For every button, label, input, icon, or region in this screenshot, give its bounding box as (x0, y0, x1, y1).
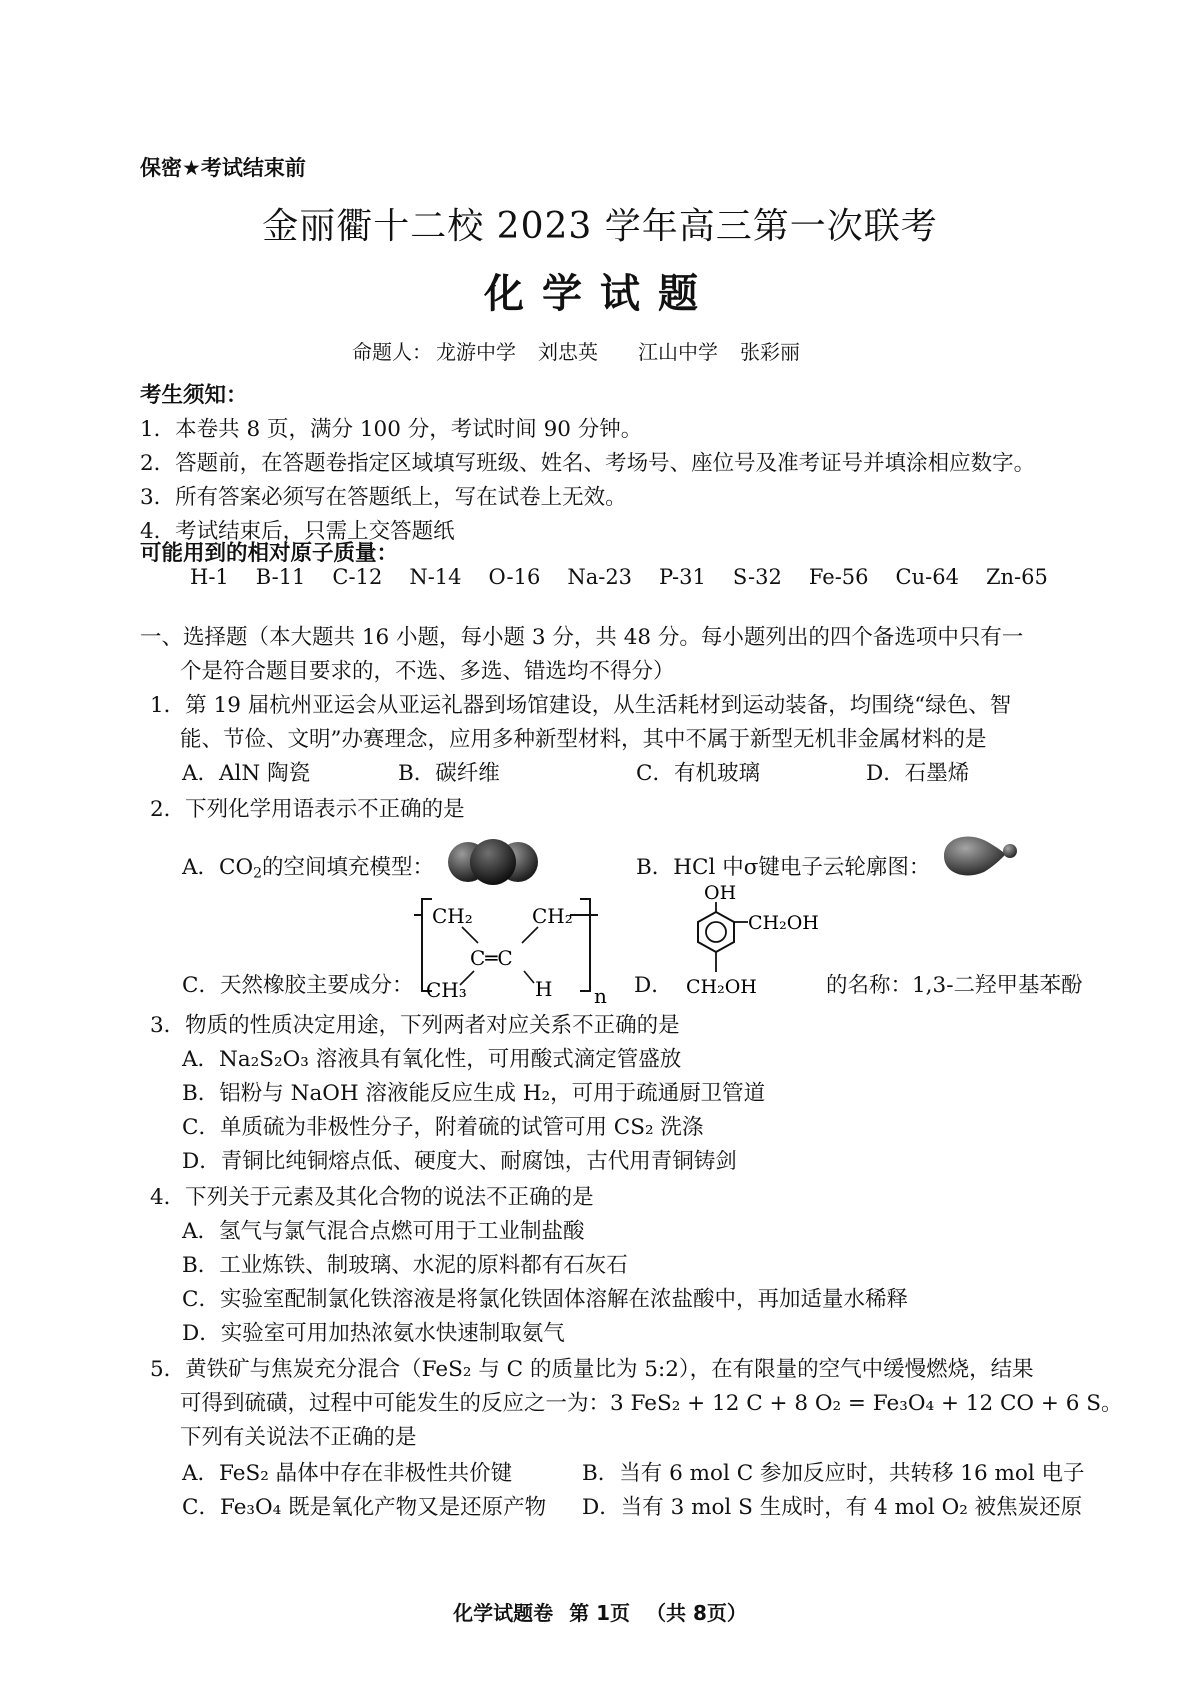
q4-option-d: D．实验室可用加热浓氨水快速制取氨气 (182, 1321, 565, 1346)
atomic-mass: Na-23 (567, 565, 633, 589)
q1-option-b: B．碳纤维 (398, 761, 500, 786)
q3-option-a: A．Na₂S₂O₃ 溶液具有氧化性，可用酸式滴定管盛放 (182, 1047, 682, 1072)
atomic-mass-heading: 可能用到的相对原子质量： (140, 541, 399, 566)
co2-space-filling-model (448, 836, 538, 888)
q2-option-a (182, 850, 434, 881)
atomic-mass: O-16 (488, 565, 541, 589)
rubber-n: n (594, 984, 607, 1008)
q2-option-a-pre: A．CO (182, 855, 254, 880)
q5-option-c: C．Fe₃O₄ 既是氧化产物又是还原产物 (182, 1495, 547, 1520)
q2-option-c: C．天然橡胶主要成分： (182, 973, 414, 998)
exam-title: 金丽衢十二校 2023 学年高三第一次联考 (262, 206, 938, 247)
q5-option-d: D．当有 3 mol S 生成时，有 4 mol O₂ 被焦炭还原 (582, 1495, 1083, 1520)
q2-option-a-sub: 2 (253, 865, 262, 882)
author-name-2: 张彩丽 (740, 340, 800, 364)
natural-rubber-structure (410, 893, 607, 1008)
footer-page-number: 第 1页 (569, 1601, 630, 1625)
instruction-1: 1．本卷共 8 页，满分 100 分，考试时间 90 分钟。 (140, 417, 643, 442)
confidential-label: 保密★考试结束前 (140, 156, 306, 180)
atomic-mass: P-31 (659, 565, 706, 589)
q1-stem-line-1: 1．第 19 届杭州亚运会从亚运礼器到场馆建设，从生活耗材到运动装备，均围绕“绿色、智 (150, 693, 1012, 718)
q4-option-c: C．实验室配制氯化铁溶液是将氯化铁固体溶解在浓盐酸中，再加适量水稀释 (182, 1287, 908, 1312)
q4-stem: 4．下列关于元素及其化合物的说法不正确的是 (150, 1185, 594, 1210)
q3-stem: 3．物质的性质决定用途，下列两者对应关系不正确的是 (150, 1013, 680, 1038)
q2-option-d-label: D． (634, 973, 673, 998)
q5-stem-line-3: 下列有关说法不正确的是 (180, 1425, 417, 1450)
q5-option-a: A．FeS₂ 晶体中存在非极性共价键 (182, 1461, 513, 1486)
q4-option-b: B．工业炼铁、制玻璃、水泥的原料都有石灰石 (182, 1253, 628, 1278)
q2-option-d-name: 的名称：1,3-二羟甲基苯酚 (826, 973, 1083, 998)
subject-title: 化学试题 (484, 271, 716, 317)
q1-option-d: D．石墨烯 (866, 761, 970, 786)
hcl-sigma-bond-orbital (940, 830, 1020, 882)
q2-option-b: B．HCl 中σ键电子云轮廓图： (636, 855, 931, 880)
atomic-mass: S-32 (732, 565, 782, 589)
rubber-ch3: CH₃ (426, 978, 467, 1002)
q3-option-d: D．青铜比纯铜熔点低、硬度大、耐腐蚀，古代用青铜铸剑 (182, 1149, 737, 1174)
q3-option-b: B．铝粉与 NaOH 溶液能反应生成 H₂，可用于疏通厨卫管道 (182, 1081, 766, 1106)
phenol-ch2oh-bottom: CH₂OH (686, 976, 757, 998)
q1-stem-line-2: 能、节俭、文明”办赛理念，应用多种新型材料，其中不属于新型无机非金属材料的是 (180, 727, 987, 752)
q5-stem-line-1: 5．黄铁矿与焦炭充分混合（FeS₂ 与 C 的质量比为 5:2），在有限量的空气中缓慢燃烧，结果 (150, 1357, 1034, 1382)
atomic-mass-list (190, 565, 1075, 589)
q2-option-a-post: 的空间填充模型： (262, 855, 435, 880)
atomic-mass: H-1 (190, 565, 229, 589)
q5-stem-line-2: 可得到硫磺，过程中可能发生的反应之一为：3 FeS₂ + 12 C + 8 O₂ = Fe₃O₄ + 12 CO + 6 S。 (180, 1391, 1123, 1416)
instruction-4: 4．考试结束后，只需上交答题纸 (140, 519, 455, 544)
atomic-mass: C-12 (332, 565, 383, 589)
hydroxymethyl-phenol-structure (676, 880, 819, 1000)
atomic-mass: Zn-65 (985, 565, 1048, 589)
q1-option-c: C．有机玻璃 (636, 761, 760, 786)
phenol-oh: OH (704, 882, 737, 904)
rubber-h: H (535, 977, 553, 1001)
atomic-mass: Fe-56 (808, 565, 869, 589)
instruction-2: 2．答题前，在答题卷指定区域填写班级、姓名、考场号、座位号及准考证号并填涂相应数字。 (140, 451, 1036, 476)
authors-line (352, 336, 822, 365)
footer-total-pages: （共 8页） (646, 1601, 747, 1625)
page-footer (0, 1597, 1200, 1626)
q3-option-c: C．单质硫为非极性分子，附着硫的试管可用 CS₂ 洗涤 (182, 1115, 704, 1140)
q1-option-a: A．AlN 陶瓷 (182, 761, 311, 786)
author-name-1: 刘忠英 (538, 340, 598, 364)
author-school-1: 龙游中学 (436, 340, 516, 364)
authors-label: 命题人： (352, 340, 432, 364)
q2-stem: 2．下列化学用语表示不正确的是 (150, 797, 465, 822)
instructions-heading: 考生须知： (140, 383, 248, 408)
q4-option-a: A．氢气与氯气混合点燃可用于工业制盐酸 (182, 1219, 585, 1244)
atomic-mass: B-11 (255, 565, 306, 589)
author-school-2: 江山中学 (638, 340, 718, 364)
q5-option-b: B．当有 6 mol C 参加反应时，共转移 16 mol 电子 (582, 1461, 1085, 1486)
rubber-ch2-right: CH₂ (532, 904, 573, 928)
rubber-double-bond: C═C (470, 946, 513, 970)
footer-title: 化学试题卷 (453, 1601, 554, 1625)
atomic-mass: N-14 (409, 565, 462, 589)
instruction-3: 3．所有答案必须写在答题纸上，写在试卷上无效。 (140, 485, 627, 510)
section-heading-line-2: 个是符合题目要求的，不选、多选、错选均不得分） (180, 659, 675, 684)
atomic-mass: Cu-64 (895, 565, 959, 589)
phenol-ch2oh-right: CH₂OH (748, 912, 819, 934)
rubber-ch2-left: CH₂ (432, 904, 473, 928)
section-heading-line-1: 一、选择题（本大题共 16 小题，每小题 3 分，共 48 分。每小题列出的四个备选项中只有一 (140, 625, 1024, 650)
